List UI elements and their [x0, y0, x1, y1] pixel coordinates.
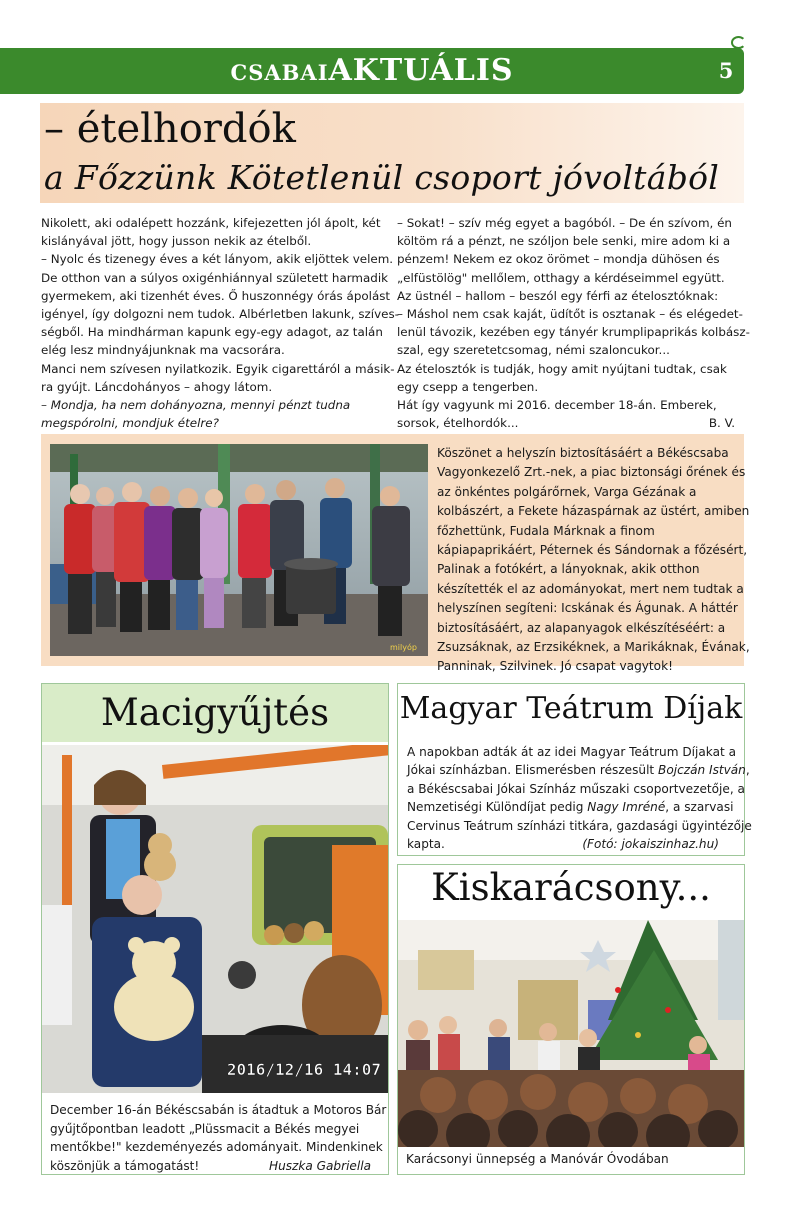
text-line: gyűjtőpontban leadott „Plüssmacit a Békés megyei [50, 1121, 360, 1136]
text-line: szal, egy szeretetcsomag, némi szaloncukor... [397, 343, 670, 358]
photo-kindergarten-image [398, 920, 744, 1147]
signature-line [397, 414, 735, 432]
text-line: kolbászért, a Fekete házaspárnak az üstért, amiben [437, 504, 750, 519]
teatrum-title: Magyar Teátrum Díjak [399, 691, 743, 726]
text-line: – Nyolc és tizenegy éves a két lányom, akik eljöttek velem. [41, 252, 394, 267]
kiskaracsony-title: Kiskarácsony... [431, 866, 711, 909]
text-segment: Nemzetiségi Különdíjat pedig [407, 800, 588, 815]
text-line: Hát így vagyunk mi 2016. december 18-án. Emberek, [397, 398, 717, 413]
text-segment: Jókai színházban. Elismerésben részesült [407, 763, 659, 778]
photo-credit: milyóp [390, 643, 417, 652]
text-line: Cervinus Teátrum színházi titkára, gazdasági ügyintézője [407, 818, 752, 833]
teatrum-text [407, 743, 752, 853]
text-line: sorsok, ételhordók... [397, 416, 519, 431]
text-line: Palinak a fotókért, a lányoknak, akik otthon [437, 562, 700, 577]
photo-cooking-group-image [50, 444, 428, 656]
text-line: lenül távozik, kezében egy tányér krumplipaprikás kolbász- [397, 325, 750, 340]
text-segment: , [745, 763, 750, 778]
credit-line [407, 835, 719, 853]
text-line: kapta. [407, 837, 445, 852]
masthead-small: CSABAI [230, 60, 329, 85]
text-line [407, 761, 750, 779]
text-line: igényel, így dolgozni nem tudok. Albérletben lakunk, szíves- [41, 307, 399, 322]
text-line: ra gyújt. Láncdohányos – ahogy látom. [41, 379, 273, 394]
text-line: Panninak, Szilvinek. Jó csapat vagytok! [437, 659, 673, 674]
text-line: pénzem! Nekem ez okoz örömet – mondja dühösen és [397, 252, 720, 267]
text-line: Zsuzsáknak, az Erzsikéknek, a Marikáknak, Évának, [437, 640, 750, 655]
text-line: Az ételosztók is tudják, hogy amit nyújtani tudtak, csak [397, 361, 727, 376]
text-line: elég lesz mindnyájunknak ma vacsorára. [41, 343, 285, 358]
kiskaracsony-caption: Karácsonyi ünnepség a Manóvár Óvodában [406, 1152, 669, 1166]
article-title: – ételhordók [44, 106, 296, 152]
macigyujtes-title: Macigyűjtés [100, 691, 330, 734]
text-line: – Sokat! – szív még egyet a bagóból. – De én szívom, én [397, 216, 732, 230]
text-line: a Békéscsabai Jókai Színház műszaki csoportvezetője, a [407, 781, 745, 796]
italic-text: megspórolni, mondjuk ételre? [41, 416, 219, 431]
swirl-ornament-icon [731, 36, 746, 49]
author-signature: Huszka Gabriella [268, 1159, 371, 1174]
text-line: A napokban adták át az idei Magyar Teátrum Díjakat a [407, 745, 736, 759]
text-line: Nikolett, aki odalépett hozzánk, kifejezetten jól ápolt, két [41, 216, 381, 230]
photo-credit: (Fotó: jokaiszinhaz.hu) [582, 837, 719, 852]
article-column-right [397, 214, 750, 432]
text-line: főzhettünk, Fudala Márknak a finom [437, 523, 655, 538]
text-line: De otthon van a súlyos oxigénhiánnyal született harmadik [41, 270, 389, 285]
article-column-left [41, 214, 399, 432]
text-line: Vagyonkezelő Zrt.-nek, a piac biztonsági őrének és [437, 465, 746, 480]
text-line: köszönjük a támogatást! [50, 1159, 200, 1174]
text-line: az önkéntes polgárőrnek, Varga Gézának a [437, 484, 697, 499]
text-line [407, 798, 741, 816]
caption-signature-line [50, 1157, 371, 1176]
photo-timestamp: 2016/12/16 14:07 [226, 1060, 381, 1079]
masthead-big: AKTUÁLIS [328, 53, 514, 88]
text-line: egy csepp a tengerben. [397, 379, 539, 394]
page-number: 5 [718, 58, 734, 83]
text-line: kislányával jött, hogy jusson nekik az ételből. [41, 234, 312, 249]
thanks-text [437, 444, 750, 677]
text-line: kápiapaprikáért, Péternek és Sándornak a főzésért, [437, 543, 748, 558]
text-line: December 16-án Békéscsabán is átadtuk a Motoros Bár [50, 1103, 387, 1117]
text-line: Köszönet a helyszín biztosításáért a Békéscsaba [437, 446, 729, 460]
text-line-italic [41, 396, 387, 414]
text-line: „elfüstölög" mellőlem, otthagy a kérdéseimmel együtt. [397, 270, 725, 285]
text-line: készítették el az adományokat, mert nem tudtak a [437, 581, 744, 596]
photo-cooking-group [50, 444, 428, 656]
text-line: Manci nem szívesen nyilatkozik. Egyik cigarettáról a másik- [41, 361, 395, 376]
masthead [0, 48, 744, 94]
text-line-italic [41, 414, 387, 432]
person-name: Bojczán István [658, 763, 746, 778]
article-subtitle: a Főzzünk Kötetlenül csoport jóvoltából [44, 158, 720, 197]
text-line: gyermekem, aki tizenhét éves. Ő huszonnégy órás ápolást [41, 288, 391, 303]
text-line: Az üstnél – hallom – beszól egy férfi az ételosztóknak: [397, 288, 719, 303]
author-signature: B. V. [708, 416, 735, 431]
photo-ambulance-teddy [42, 745, 388, 1093]
text-line: – Máshol nem csak kaját, üdítőt is osztanak – és elégedet- [397, 307, 743, 322]
text-line: mentőkbe!" kezdeményezés adományait. Mindenkinek [50, 1140, 383, 1155]
text-line: ségből. Ha mindhárman kapunk egy-egy adagot, az talán [41, 325, 383, 340]
text-line: biztosításáért, az alapanyagok elkészítéséért: a [437, 620, 726, 635]
text-segment: , a szarvasi [665, 800, 734, 815]
photo-ambulance-teddy-image [42, 745, 388, 1093]
text-line: költöm rá a pénzt, ne szóljon bele senki, mire adom ki a [397, 234, 731, 249]
italic-text: – Mondja, ha nem dohányozna, mennyi pénzt tudna [41, 398, 351, 413]
text-line: helyszínen segíteni: Icskának és Águnak. A háttér [437, 601, 738, 616]
photo-kindergarten [398, 920, 744, 1147]
macigyujtes-caption [50, 1101, 387, 1176]
person-name: Nagy Imréné [587, 800, 666, 815]
